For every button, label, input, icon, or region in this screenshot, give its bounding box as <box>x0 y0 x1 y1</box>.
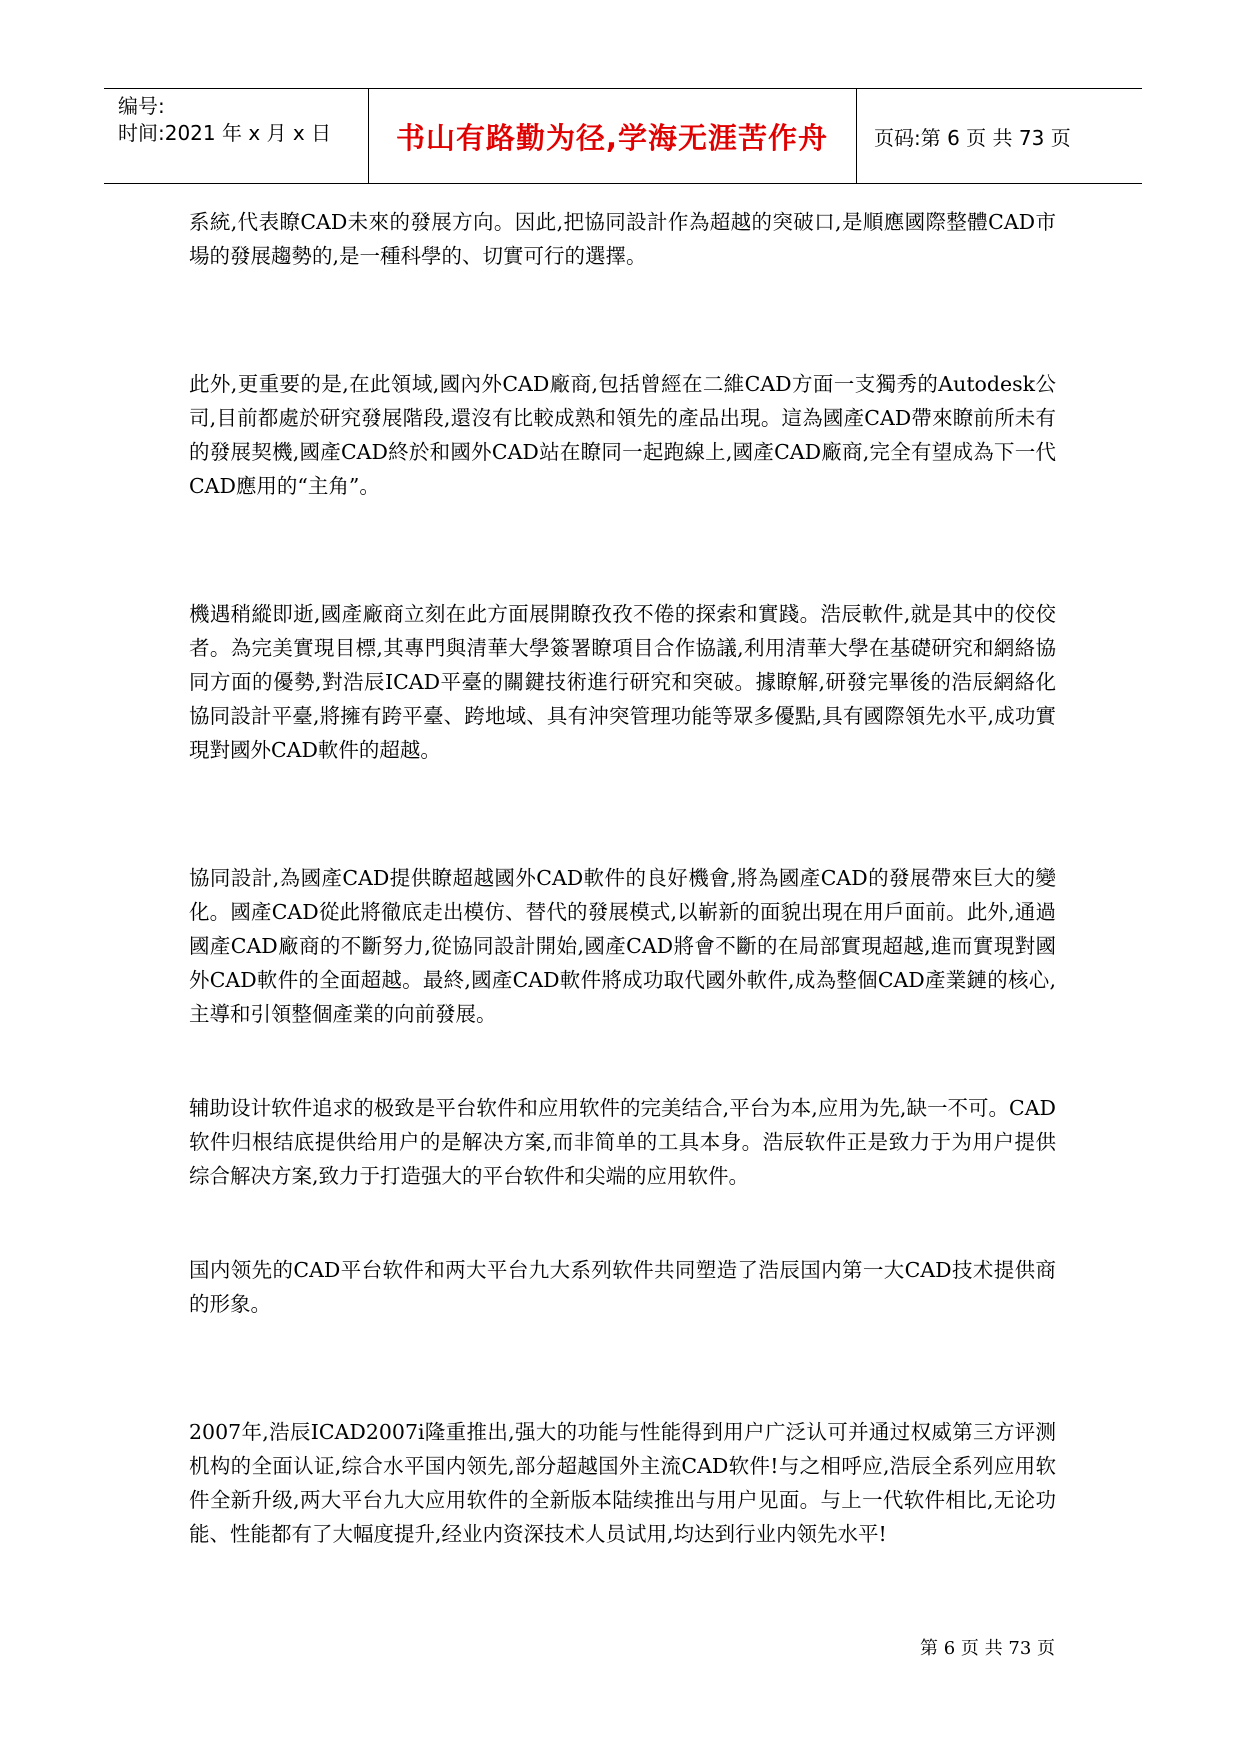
body-content <box>189 205 1056 1551</box>
paragraph: 機遇稍縱即逝,國產廠商立刻在此方面展開瞭孜孜不倦的探索和實踐。浩辰軟件,就是其中的佼佼者。為完美實現目標,其專門與清華大學簽署瞭項目合作協議,利用清華大學在基礎研究和網絡協同方面的優勢,對浩辰ICAD平臺的關鍵技術進行研究和突破。據瞭解,研發完畢後的浩辰網絡化協同設計平臺,將擁有跨平臺、跨地域、具有沖突管理功能等眾多優點,具有國際領先水平,成功實現對國外CAD軟件的超越。 <box>189 602 1056 762</box>
time-label: 时间:2021 年 x 月 x 日 <box>118 121 332 145</box>
header-page-label: 页码:第 6 页 共 73 页 <box>874 125 1071 150</box>
motto-text: 书山有路勤为径,学海无涯苦作舟 <box>395 120 829 155</box>
page-footer: 第 6 页 共 73 页 <box>920 1638 1055 1659</box>
paragraph: 2007年,浩辰ICAD2007i隆重推出,强大的功能与性能得到用户广泛认可并通过权威第三方评测机构的全面认证,综合水平国内领先,部分超越国外主流CAD软件!与之相呼应,浩辰全系列应用软件全新升级,两大平台九大应用软件的全新版本陆续推出与用户见面。与上一代软件相比,无论功能、性能都有了大幅度提升,经业内资深技术人员试用,均达到行业内领先水平! <box>189 1420 1056 1546</box>
paragraph: 協同設計,為國產CAD提供瞭超越國外CAD軟件的良好機會,將為國產CAD的發展帶來巨大的變化。國產CAD從此將徹底走出模仿、替代的發展模式,以嶄新的面貌出現在用戶面前。此外,通過國產CAD廠商的不斷努力,從協同設計開始,國產CAD將會不斷的在局部實現超越,進而實現對國外CAD軟件的全面超越。最終,國產CAD軟件將成功取代國外軟件,成為整個CAD產業鏈的核心,主導和引領整個產業的向前發展。 <box>189 866 1056 1026</box>
page-header <box>104 88 1142 184</box>
paragraph: 辅助设计软件追求的极致是平台软件和应用软件的完美结合,平台为本,应用为先,缺一不可。CAD软件归根结底提供给用户的是解决方案,而非简单的工具本身。浩辰软件正是致力于为用户提供综合解决方案,致力于打造强大的平台软件和尖端的应用软件。 <box>189 1096 1056 1188</box>
paragraph: 国内领先的CAD平台软件和两大平台九大系列软件共同塑造了浩辰国内第一大CAD技术提供商的形象。 <box>189 1258 1056 1316</box>
header-info-cell <box>104 89 369 183</box>
header-page-cell <box>856 89 1142 183</box>
number-label: 编号: <box>118 94 165 118</box>
paragraph: 系統,代表瞭CAD未來的發展方向。因此,把協同設計作為超越的突破口,是順應國際整體CAD市場的發展趨勢的,是一種科學的、切實可行的選擇。 <box>189 210 1056 268</box>
header-motto-cell <box>368 89 857 183</box>
paragraph: 此外,更重要的是,在此領域,國內外CAD廠商,包括曾經在二維CAD方面一支獨秀的Autodesk公司,目前都處於研究發展階段,還沒有比較成熟和領先的產品出現。這為國產CAD帶來瞭前所未有的發展契機,國產CAD終於和國外CAD站在瞭同一起跑線上,國產CAD廠商,完全有望成為下一代CAD應用的“主角”。 <box>189 372 1056 498</box>
